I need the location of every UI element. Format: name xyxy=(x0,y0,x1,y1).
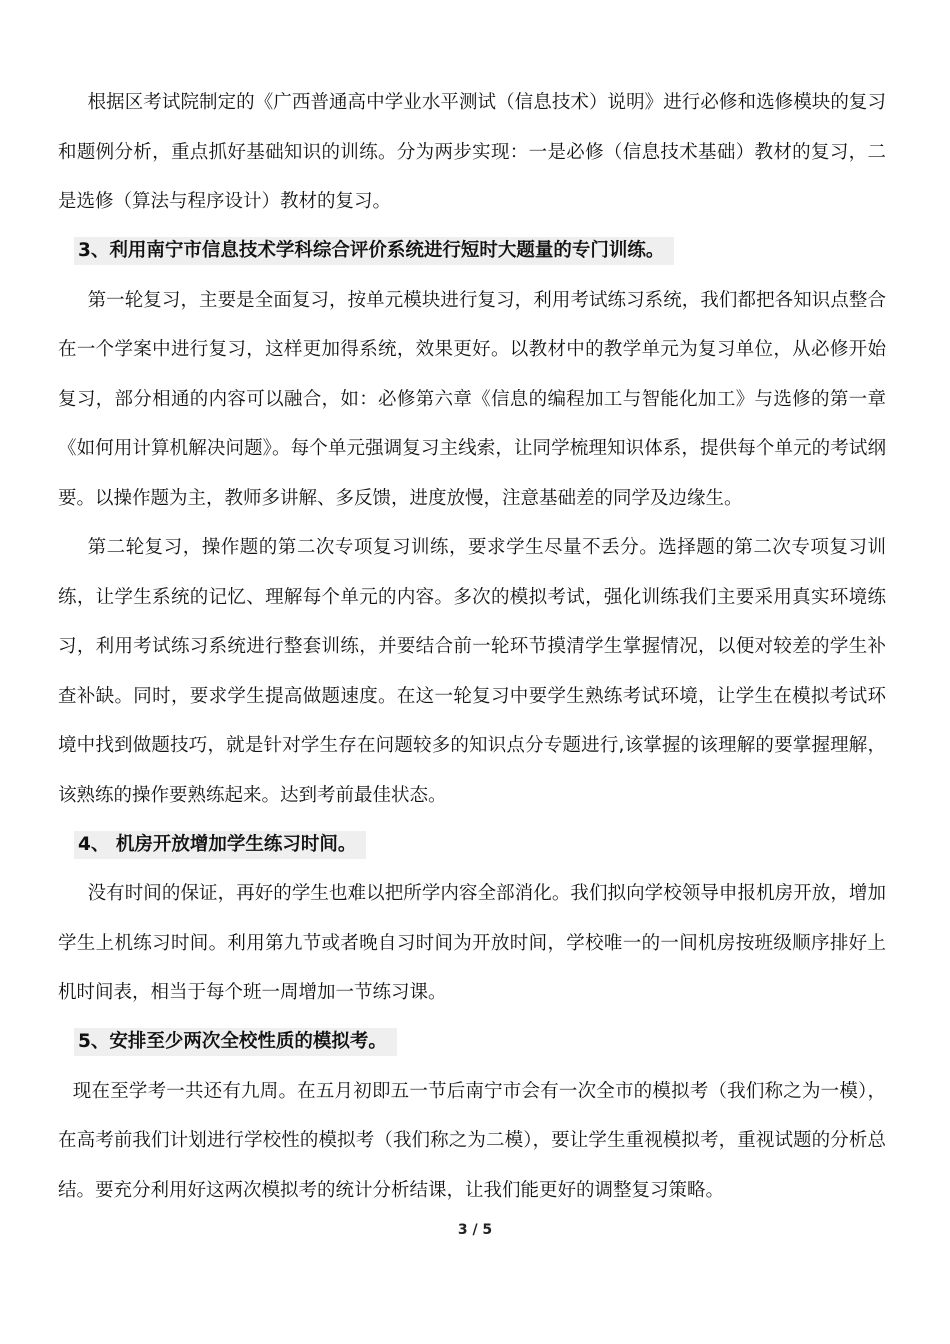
page-number: 3 / 5 xyxy=(457,1222,493,1238)
paragraph-mock-exams: 现在至学考一共还有九周。在五月初即五一节后南宁市会有一次全市的模拟考（我们称之为一模），在高考前我们计划进行学校性的模拟考（我们称之为二模），要让学生重视模拟考，重视试题的分析总结。要充分利用好这两次模拟考的统计分析结课，让我们能更好的调整复习策略。 xyxy=(58,1080,886,1201)
section-heading-4 xyxy=(58,820,886,869)
section-heading-4-text: 4、 机房开放增加学生练习时间。 xyxy=(74,831,366,859)
section-heading-5 xyxy=(58,1018,886,1067)
paragraph-first-round-review: 第一轮复习，主要是全面复习，按单元模块进行复习，利用考试练习系统，我们都把各知识点整合在一个学案中进行复习，这样更加得系统，效果更好。以教材中的教学单元为复习单位，从必修开始复习，部分相通的内容可以融合，如：必修第六章《信息的编程加工与智能化加工》与选修的第一章《如何用计算机解决问题》。每个单元强调复习主线索，让同学梳理知识体系，提供每个单元的考试纲要。以操作题为主，教师多讲解、多反馈，进度放慢，注意基础差的同学及边缘生。 xyxy=(58,289,886,509)
paragraph-lab-open-time: 没有时间的保证，再好的学生也难以把所学内容全部消化。我们拟向学校领导申报机房开放，增加学生上机练习时间。利用第九节或者晚自习时间为开放时间，学校唯一的一间机房按班级顺序排好上机时间表，相当于每个班一周增加一节练习课。 xyxy=(58,883,886,1003)
paragraph-second-round-review: 第二轮复习，操作题的第二次专项复习训练，要求学生尽量不丢分。选择题的第二次专项复习训练，让学生系统的记忆、理解每个单元的内容。多次的模拟考试，强化训练我们主要采用真实环境练习，利用考试练习系统进行整套训练，并要结合前一轮环节摸清学生掌握情况，以便对较差的学生补查补缺。同时，要求学生提高做题速度。在这一轮复习中要学生熟练考试环境，让学生在模拟考试环境中找到做题技巧，就是针对学生存在问题较多的知识点分专题进行,该掌握的该理解的要掌握理解，该熟练的操作要熟练起来。达到考前最佳状态。 xyxy=(58,537,886,806)
section-heading-5-text: 5、安排至少两次全校性质的模拟考。 xyxy=(74,1028,397,1056)
section-heading-3-text: 3、利用南宁市信息技术学科综合评价系统进行短时大题量的专门训练。 xyxy=(74,237,674,265)
paragraph-exam-guide-review: 根据区考试院制定的《广西普通高中学业水平测试（信息技术）说明》进行必修和选修模块的复习和题例分析，重点抓好基础知识的训练。分为两步实现：一是必修（信息技术基础）教材的复习，二是选修（算法与程序设计）教材的复习。 xyxy=(58,92,886,212)
section-heading-3 xyxy=(58,227,886,276)
